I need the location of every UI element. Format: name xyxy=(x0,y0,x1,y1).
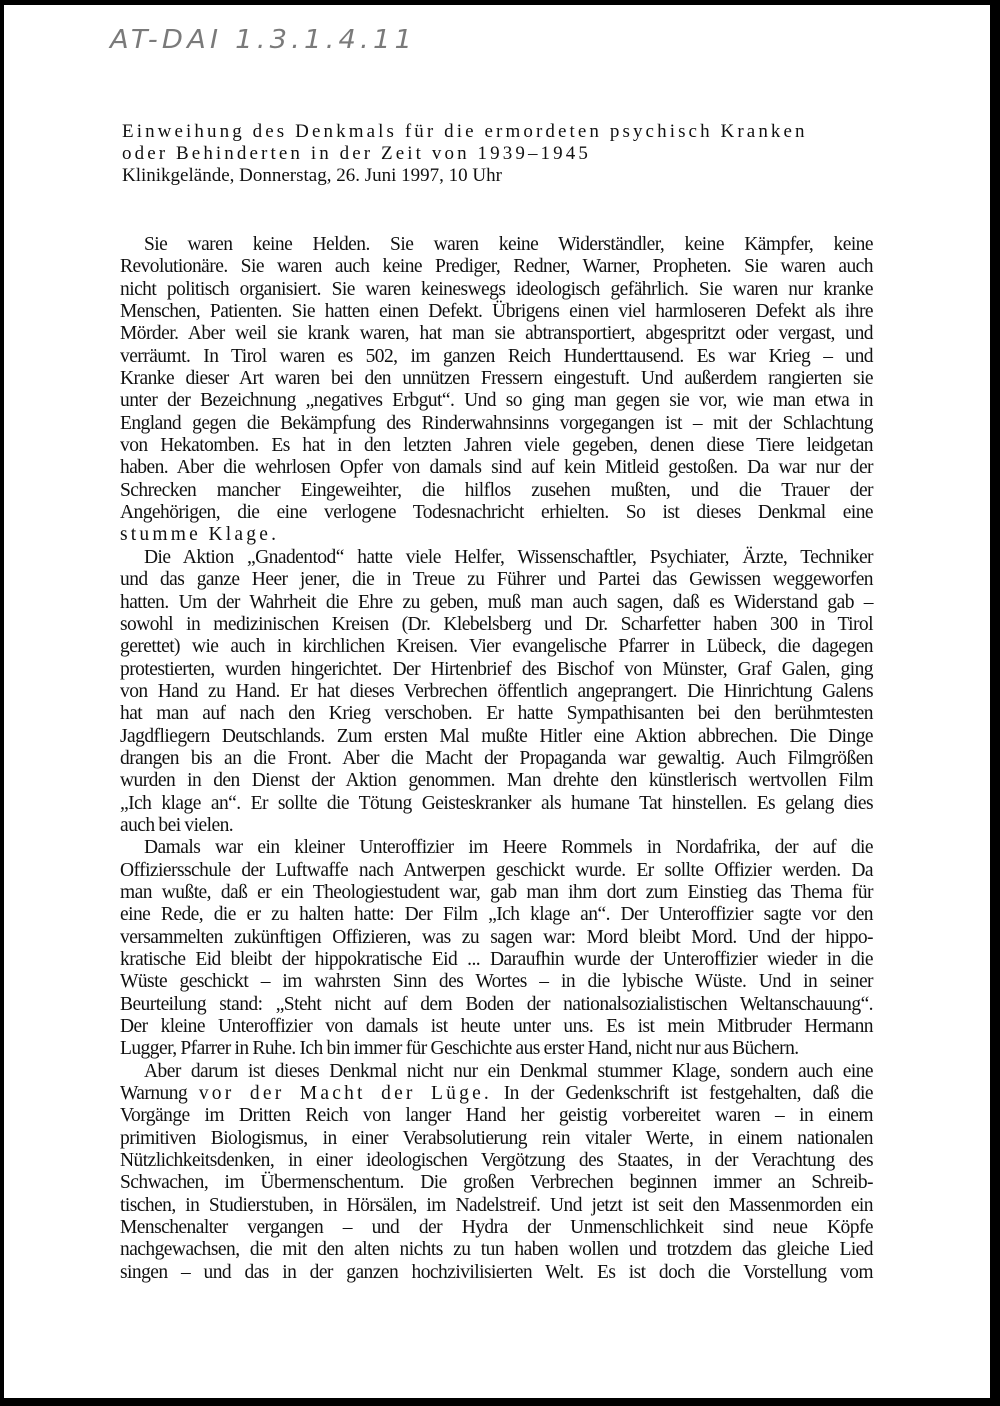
text-line: verräumt. In Tirol waren es 502, im ganzen Reich Hunderttausend. Es war Krieg – und xyxy=(120,345,873,367)
text-line: Damals war ein kleiner Unteroffizier im Heere Rommels in Nordafrika, der auf die xyxy=(144,837,873,859)
text-line: drangen bis an die Front. Aber die Macht der Propaganda war gewaltig. Auch Filmgrößen xyxy=(120,747,873,769)
text-line: Schrecken mancher Eingeweihter, die hilflos zusehen mußten, und die Trauer der xyxy=(120,479,873,501)
subtitle-location-date: Klinikgelände, Donnerstag, 26. Juni 1997, 10 Uhr xyxy=(122,165,502,186)
text-line: Kranke dieser Art waren bei den unnützen Fressern eingestuft. Und außerdem rangierten sie xyxy=(120,368,873,390)
text-line: Jagdfliegern Deutschlands. Zum ersten Mal mußte Hitler eine Aktion abbrechen. Die Dinge xyxy=(120,725,873,747)
paragraph-4 xyxy=(120,1061,873,1284)
text-line: versammelten zukünftigen Offizieren, was zu sagen war: Mord bleibt Mord. Und der hippo- xyxy=(120,926,873,948)
text-line: sowohl in medizinischen Kreisen (Dr. Klebelsberg und Dr. Scharfetter haben 300 in Tirol xyxy=(120,613,873,635)
title-line-1: Einweihung des Denkmals für die ermordeten psychisch Kranken xyxy=(122,121,808,142)
text-line: nicht politisch organisiert. Sie waren keineswegs ideologisch gefährlich. Sie waren nur kranke xyxy=(120,278,873,300)
text-line: Schwachen, im Übermenschentum. Die großen Verbrechen beginnen immer an Schreib- xyxy=(120,1172,873,1194)
text-line: nachgewachsen, die mit den alten nichts zu tun haben wollen und trotzdem das gleiche Lied xyxy=(120,1239,873,1261)
text-line: man wußte, daß er ein Theologiestudent war, gab man ihm dort zum Einstieg das Thema für xyxy=(120,881,873,903)
text-line: und das ganze Heer jener, die in Treue zu Führer und Partei das Gewissen weggeworfen xyxy=(120,569,873,591)
text-line: singen – und das in der ganzen hochzivilisierten Welt. Es ist doch die Vorstellung vom xyxy=(120,1261,873,1283)
text-line: Mörder. Aber weil sie krank waren, hat man sie abtransportiert, abgespritzt oder vergast, und xyxy=(120,323,873,345)
text-segment: Warnung xyxy=(120,1083,188,1105)
handwritten-archive-reference: AT-DAI 1.3.1.4.11 xyxy=(110,25,417,55)
text-line: gerettet) wie auch in kirchlichen Kreisen. Vier evangelische Pfarrer in Lübeck, die dagegen xyxy=(120,636,873,658)
paragraph-2 xyxy=(120,547,873,837)
text-line: Menschenalter vergangen – und der Hydra der Unmenschlichkeit sind neue Köpfe xyxy=(120,1217,873,1239)
text-line: wurden in den Dienst der Aktion genommen. Man drehte den künstlerisch wertvollen Film xyxy=(120,770,873,792)
text-line: Die Aktion „Gnadentod“ hatte viele Helfer, Wissenschaftler, Psychiater, Ärzte, Techniker xyxy=(144,546,873,568)
text-line: Angehörigen, die eine verlogene Todesnachricht erhielten. So ist dieses Denkmal eine xyxy=(120,502,873,524)
text-line: Menschen, Patienten. Sie hatten einen Defekt. Übrigens einen viel harmloseren Defekt als ihre xyxy=(120,301,873,323)
text-line: Wüste geschickt – im wahrsten Sinn des Wortes – in die lybische Wüste. Und in seiner xyxy=(120,971,873,993)
document-page xyxy=(4,5,990,1398)
text-line: Der kleine Unteroffizier von damals ist heute unter uns. Es ist mein Mitbruder Hermann xyxy=(120,1016,873,1038)
text-line: Beurteilung stand: „Steht nicht auf dem Boden der nationalsozialistischen Weltanschauung“. xyxy=(120,993,873,1015)
text-line: „Ich klage an“. Er sollte die Tötung Geisteskranker als humane Tat hinstellen. Es gelang dies xyxy=(120,792,873,814)
paragraph-3 xyxy=(120,837,873,1060)
text-line: Vorgänge im Dritten Reich von langer Hand her geistig vorbereitet waren – in einem xyxy=(120,1105,873,1127)
text-line: von Hand zu Hand. Er hat dieses Verbrechen öffentlich angeprangert. Die Hinrichtung Galens xyxy=(120,680,873,702)
text-line: Nützlichkeitsdenken, in einer ideologischen Vergötzung des Staates, in der Verachtung des xyxy=(120,1150,873,1172)
text-line: Aber darum ist dieses Denkmal nicht nur ein Denkmal stummer Klage, sondern auch eine xyxy=(144,1060,873,1082)
text-line: primitiven Biologismus, in einer Verabsolutierung rein vitaler Werte, in einem nationalen xyxy=(120,1127,873,1149)
text-line-with-emphasis xyxy=(120,1083,873,1105)
text-line: haben. Aber die wehrlosen Opfer von damals sind auf kein Mitleid gestoßen. Da war nur der xyxy=(120,457,873,479)
spaced-emphasis: stumme Klage. xyxy=(120,524,280,546)
text-line: Lugger, Pfarrer in Ruhe. Ich bin immer für Geschichte aus erster Hand, nicht nur aus Büchern. xyxy=(120,1038,799,1060)
text-line: Revolutionäre. Sie waren auch keine Prediger, Redner, Warner, Propheten. Sie waren auch xyxy=(120,256,873,278)
text-line: Sie waren keine Helden. Sie waren keine Widerständler, keine Kämpfer, keine xyxy=(144,234,873,255)
text-line: von Hekatomben. Es hat in den letzten Jahren viele gegeben, denen diese Tiere leidgetan xyxy=(120,435,873,457)
text-line: eine Rede, die er zu halten hatte: Der Film „Ich klage an“. Der Unteroffizier sagte vor den xyxy=(120,904,873,926)
spaced-emphasis: vor der Macht der Lüge. xyxy=(198,1083,493,1105)
text-line: tischen, in Studierstuben, in Hörsälen, im Nadelstreif. Und jetzt ist seit den Massenmorden ein xyxy=(120,1194,873,1216)
document-body xyxy=(120,234,873,1284)
text-line: hat man auf nach den Krieg verschoben. Er hatte Sympathisanten bei den berühmtesten xyxy=(120,703,873,725)
text-line: auch bei vielen. xyxy=(120,814,234,836)
text-line-emphasized xyxy=(120,524,873,546)
paragraph-1 xyxy=(120,234,873,547)
text-line: hatten. Um der Wahrheit die Ehre zu geben, muß man auch sagen, daß es Widerstand gab – xyxy=(120,591,873,613)
title-line-2: oder Behinderten in der Zeit von 1939–1945 xyxy=(122,143,591,164)
text-line: kratische Eid bleibt der hippokratische Eid ... Daraufhin wurde der Unteroffizier wieder in die xyxy=(120,949,873,970)
document-header xyxy=(122,121,808,187)
text-segment: In der Gedenkschrift ist festgehalten, daß die xyxy=(503,1083,873,1105)
text-line: protestierten, wurden hingerichtet. Der Hirtenbrief des Bischof von Münster, Graf Galen, ging xyxy=(120,658,873,680)
text-line: unter der Bezeichnung „negatives Erbgut“. Und so ging man gegen sie vor, wie man etwa in xyxy=(120,390,873,412)
text-line: England gegen die Bekämpfung des Rinderwahnsinns vorgegangen ist – mit der Schlachtung xyxy=(120,412,873,434)
text-line: Offiziersschule der Luftwaffe nach Antwerpen geschickt wurde. Er sollte Offizier werden. Da xyxy=(120,859,873,881)
